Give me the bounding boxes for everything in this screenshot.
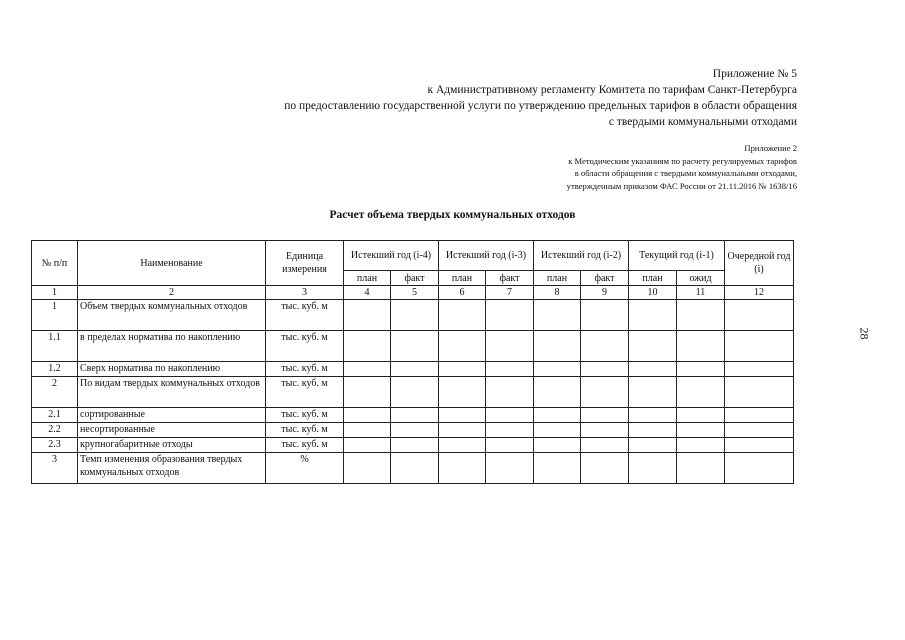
- column-number: 8: [534, 286, 581, 300]
- column-number: 10: [629, 286, 677, 300]
- value-cell: [391, 408, 439, 423]
- table-row: [32, 408, 794, 423]
- value-cell: [486, 362, 534, 377]
- value-cell: [725, 453, 794, 484]
- sub-header-plan: план: [629, 271, 677, 286]
- value-cell: [391, 377, 439, 408]
- appendix-line: по предоставлению государственной услуги по утверждению предельных тарифов в области обращения: [284, 100, 797, 112]
- sub-appendix-header: [567, 142, 797, 192]
- value-cell: [534, 408, 581, 423]
- row-unit: тыс. куб. м: [266, 423, 344, 438]
- value-cell: [629, 377, 677, 408]
- value-cell: [344, 300, 391, 331]
- sub-header-plan: план: [439, 271, 486, 286]
- table-body: [32, 300, 794, 484]
- row-number: 1.2: [32, 362, 78, 377]
- table-row: [32, 453, 794, 484]
- value-cell: [677, 300, 725, 331]
- row-number: 2.3: [32, 438, 78, 453]
- value-cell: [486, 300, 534, 331]
- value-cell: [391, 438, 439, 453]
- value-cell: [629, 362, 677, 377]
- value-cell: [725, 300, 794, 331]
- row-name: сортированные: [78, 408, 266, 423]
- row-name: крупногабаритные отходы: [78, 438, 266, 453]
- row-number: 3: [32, 453, 78, 484]
- row-name: Объем твердых коммунальных отходов: [78, 300, 266, 331]
- row-unit: %: [266, 453, 344, 484]
- value-cell: [534, 423, 581, 438]
- value-cell: [629, 438, 677, 453]
- value-cell: [344, 438, 391, 453]
- value-cell: [391, 362, 439, 377]
- value-cell: [581, 377, 629, 408]
- value-cell: [391, 300, 439, 331]
- value-cell: [486, 331, 534, 362]
- value-cell: [725, 331, 794, 362]
- value-cell: [725, 377, 794, 408]
- row-number: 2.1: [32, 408, 78, 423]
- value-cell: [439, 377, 486, 408]
- value-cell: [439, 362, 486, 377]
- row-name: По видам твердых коммунальных отходов: [78, 377, 266, 408]
- row-number: 1.1: [32, 331, 78, 362]
- col-header-year-i-3: Истекший год (i-3): [439, 241, 534, 271]
- column-number: 12: [725, 286, 794, 300]
- sub-header-fact: факт: [486, 271, 534, 286]
- column-number: 7: [486, 286, 534, 300]
- table-row: [32, 331, 794, 362]
- value-cell: [677, 362, 725, 377]
- value-cell: [534, 331, 581, 362]
- value-cell: [439, 408, 486, 423]
- value-cell: [534, 362, 581, 377]
- sub-appendix-line: утвержденным приказом ФАС России от 21.11.2016 № 1638/16: [566, 180, 797, 191]
- row-number: 2.2: [32, 423, 78, 438]
- value-cell: [581, 331, 629, 362]
- col-header-year-i: Очередной год (i): [725, 241, 794, 286]
- waste-volume-table: [31, 240, 794, 484]
- page-number: 28: [857, 327, 872, 340]
- value-cell: [725, 408, 794, 423]
- value-cell: [534, 377, 581, 408]
- value-cell: [629, 423, 677, 438]
- column-number: 6: [439, 286, 486, 300]
- column-number-row: [32, 286, 794, 300]
- sub-header-fact: факт: [391, 271, 439, 286]
- column-number: 1: [32, 286, 78, 300]
- appendix-line: с твердыми коммунальными отходами: [608, 116, 797, 128]
- row-unit: тыс. куб. м: [266, 408, 344, 423]
- value-cell: [677, 408, 725, 423]
- value-cell: [439, 423, 486, 438]
- appendix-line: к Административному регламенту Комитета по тарифам Санкт-Петербурга: [427, 84, 797, 96]
- col-header-year-i-2: Истекший год (i-2): [534, 241, 629, 271]
- col-header-year-i-1: Текущий год (i-1): [629, 241, 725, 271]
- value-cell: [534, 300, 581, 331]
- row-unit: тыс. куб. м: [266, 377, 344, 408]
- value-cell: [439, 300, 486, 331]
- row-number: 2: [32, 377, 78, 408]
- value-cell: [629, 408, 677, 423]
- sub-appendix-line: в области обращения с твердыми коммунальными отходами,: [574, 168, 797, 178]
- col-header-unit: Единица измерения: [266, 241, 344, 286]
- value-cell: [344, 377, 391, 408]
- value-cell: [486, 438, 534, 453]
- row-number: 1: [32, 300, 78, 331]
- value-cell: [581, 438, 629, 453]
- value-cell: [486, 423, 534, 438]
- value-cell: [439, 438, 486, 453]
- column-number: 4: [344, 286, 391, 300]
- row-unit: тыс. куб. м: [266, 362, 344, 377]
- column-number: 11: [677, 286, 725, 300]
- value-cell: [581, 362, 629, 377]
- sub-appendix-title: Приложение 2: [744, 143, 797, 153]
- table-row: [32, 300, 794, 331]
- value-cell: [629, 300, 677, 331]
- table-row: [32, 423, 794, 438]
- sub-header-plan: план: [534, 271, 581, 286]
- appendix-title: Приложение № 5: [712, 68, 797, 80]
- col-header-no: № п/п: [32, 241, 78, 286]
- value-cell: [677, 438, 725, 453]
- value-cell: [486, 377, 534, 408]
- value-cell: [344, 331, 391, 362]
- sub-appendix-line: к Методическим указаниям по расчету регулируемых тарифов: [568, 155, 797, 166]
- row-name: в пределах норматива по накоплению: [78, 331, 266, 362]
- value-cell: [391, 453, 439, 484]
- value-cell: [581, 300, 629, 331]
- value-cell: [344, 453, 391, 484]
- value-cell: [677, 377, 725, 408]
- row-name: Темп изменения образования твердых коммунальных отходов: [78, 453, 266, 484]
- value-cell: [677, 453, 725, 484]
- value-cell: [677, 423, 725, 438]
- column-number: 2: [78, 286, 266, 300]
- value-cell: [486, 453, 534, 484]
- row-name: несортированные: [78, 423, 266, 438]
- table-row: [32, 362, 794, 377]
- table-row: [32, 377, 794, 408]
- value-cell: [439, 453, 486, 484]
- value-cell: [344, 408, 391, 423]
- sub-header-plan: план: [344, 271, 391, 286]
- value-cell: [391, 331, 439, 362]
- document-title: Расчет объема твердых коммунальных отходов: [329, 209, 576, 221]
- value-cell: [534, 453, 581, 484]
- value-cell: [391, 423, 439, 438]
- column-number: 5: [391, 286, 439, 300]
- value-cell: [677, 331, 725, 362]
- value-cell: [725, 362, 794, 377]
- value-cell: [486, 408, 534, 423]
- col-header-year-i-4: Истекший год (i-4): [344, 241, 439, 271]
- table-row: [32, 438, 794, 453]
- row-unit: тыс. куб. м: [266, 300, 344, 331]
- value-cell: [629, 453, 677, 484]
- value-cell: [344, 362, 391, 377]
- column-number: 3: [266, 286, 344, 300]
- value-cell: [581, 423, 629, 438]
- value-cell: [629, 331, 677, 362]
- row-name: Сверх норматива по накоплению: [78, 362, 266, 377]
- value-cell: [439, 331, 486, 362]
- sub-header-fact: факт: [581, 271, 629, 286]
- row-unit: тыс. куб. м: [266, 331, 344, 362]
- value-cell: [534, 438, 581, 453]
- value-cell: [725, 438, 794, 453]
- appendix-header: [284, 66, 797, 130]
- value-cell: [581, 453, 629, 484]
- col-header-name: Наименование: [78, 241, 266, 286]
- value-cell: [344, 423, 391, 438]
- column-number: 9: [581, 286, 629, 300]
- sub-header-expected: ожид: [677, 271, 725, 286]
- row-unit: тыс. куб. м: [266, 438, 344, 453]
- value-cell: [581, 408, 629, 423]
- value-cell: [725, 423, 794, 438]
